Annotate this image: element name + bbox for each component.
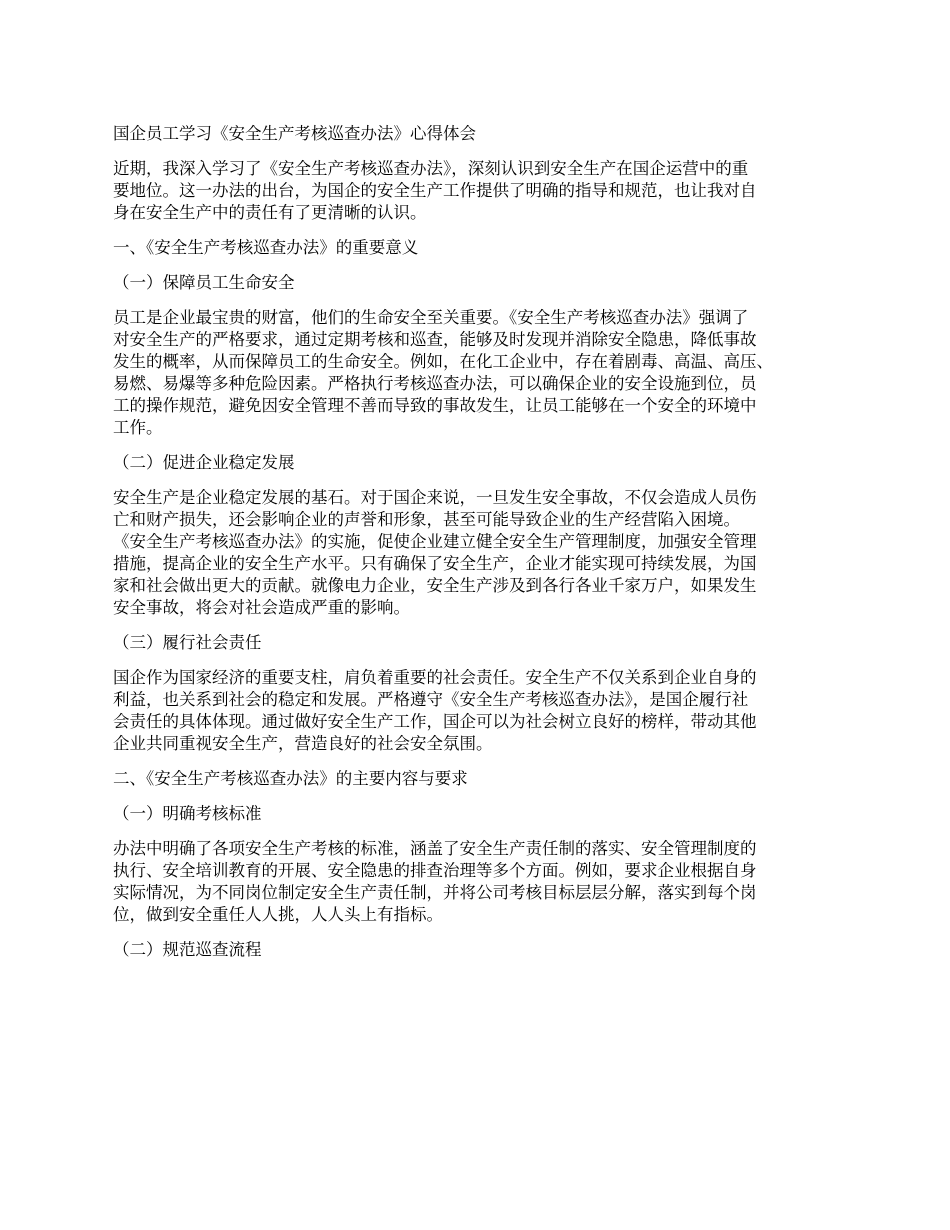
subsection-heading-2-2: （二）规范巡查流程 [113,940,262,959]
subsection-heading-2-1: （一）明确考核标准 [113,804,262,823]
subsection-heading-1-3: （三）履行社会责任 [113,633,262,652]
section-heading-1: 一、《安全生产考核巡查办法》的重要意义 [113,238,419,257]
paragraph-1-2: 安全生产是企业稳定发展的基石。对于国企来说，一旦发生安全事故，不仅会造成人员伤 亡和财产损失，还会影响企业的声誉和形象，甚至可能导致企业的生产经营陷入困境。 《安全生产考核巡查办法》的实施，促使企业建立健全安全生产管理制度，加强安全管理 措施，提高企业的安全生产水平。只有确保了安全生产，企业才能实现可持续发展，为国 家和社会做出更大的贡献。就像电力企业，安全生产涉及到各行各业千家万户，如果发生 安全事故，将会对社会造成严重的影响。 [113,488,757,617]
subsection-heading-1-1: （一）保障员工生命安全 [113,273,295,292]
paragraph-1-3: 国企作为国家经济的重要支柱，肩负着重要的社会责任。安全生产不仅关系到企业自身的 利益，也关系到社会的稳定和发展。严格遵守《安全生产考核巡查办法》，是国企履行社 会责任的具体体现。通过做好安全生产工作，国企可以为社会树立良好的榜样，带动其他 企业共同重视安全生产，营造良好的社会安全氛围。 [113,668,757,753]
subsection-heading-1-2: （二）促进企业稳定发展 [113,453,295,472]
paragraph-2-1: 办法中明确了各项安全生产考核的标准，涵盖了安全生产责任制的落实、安全管理制度的 执行、安全培训教育的开展、安全隐患的排查治理等多个方面。例如，要求企业根据自身 实际情况，为不同岗位制定安全生产责任制，并将公司考核目标层层分解，落实到每个岗 位，做到安全重任人人挑，人人头上有指标。 [113,839,757,924]
document-title: 国企员工学习《安全生产考核巡查办法》心得体会 [113,124,476,143]
paragraph-intro: 近期，我深入学习了《安全生产考核巡查办法》，深刻认识到安全生产在国企运营中的重 要地位。这一办法的出台，为国企的安全生产工作提供了明确的指导和规范，也让我对自 身在安全生产中的责任有了更清晰的认识。 [113,159,757,222]
paragraph-1-1: 员工是企业最宝贵的财富，他们的生命安全至关重要。《安全生产考核巡查办法》强调了 对安全生产的严格要求，通过定期考核和巡查，能够及时发现并消除安全隐患，降低事故 发生的概率，从而保障员工的生命安全。例如，在化工企业中，存在着剧毒、高温、高压、 易燃、易爆等多种危险因素。严格执行考核巡查办法，可以确保企业的安全设施到位，员 工的操作规范，避免因安全管理不善而导致的事故发生，让员工能够在一个安全的环境中 工作。 [113,308,773,437]
document-page [113,123,843,974]
section-heading-2: 二、《安全生产考核巡查办法》的主要内容与要求 [113,769,468,788]
